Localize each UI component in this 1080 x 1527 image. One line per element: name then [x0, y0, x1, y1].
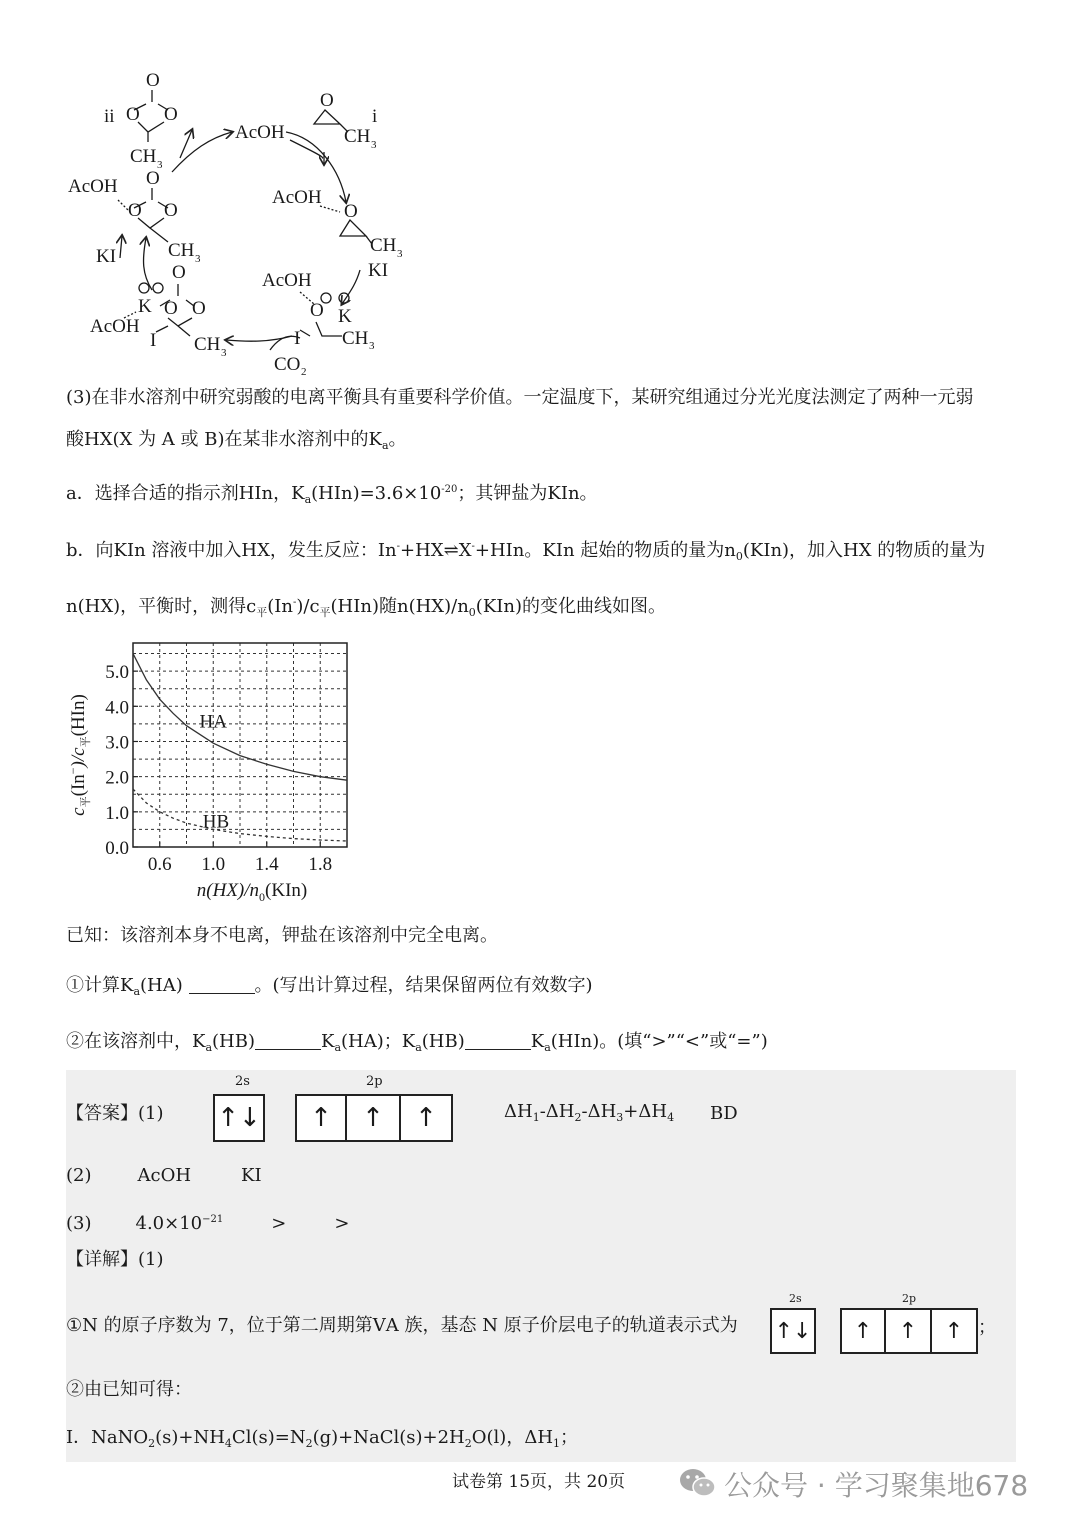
- answer-label: 【答案】(1): [66, 1103, 164, 1124]
- orbital-cell: ↑: [886, 1308, 932, 1354]
- part3-item-b-cont: n(HX)，平衡时，测得$c_平(In^-)/c_平(HIn)$随$n(HX)/n_0(KIn)$的变化曲线如图。: [66, 596, 666, 619]
- svg-text:AcOH: AcOH: [90, 316, 140, 337]
- svg-text:O: O: [164, 104, 178, 125]
- orbital-cell: ↑↓: [770, 1308, 816, 1354]
- orbital-2s-label: 2s: [789, 1292, 802, 1305]
- orbital-2p-label: 2p: [366, 1074, 383, 1089]
- svg-text:O: O: [128, 200, 142, 221]
- wechat-icon: [678, 1466, 718, 1504]
- orbital-2p: [295, 1094, 453, 1142]
- x-tick-label: 1.0: [201, 854, 226, 875]
- explain-para-1: ①N 的原子序数为 7，位于第二周期第ⅤA 族，基态 N 原子价层电子的轨道表示式为: [66, 1315, 738, 1336]
- svg-text:I: I: [294, 328, 301, 349]
- y-tick-label: 1.0: [105, 802, 129, 824]
- svg-text:O: O: [164, 298, 178, 319]
- svg-text:CH: CH: [130, 146, 157, 167]
- orbital-cell: ↑↓: [213, 1094, 265, 1142]
- page-number: 试卷第 15页，共 20页: [452, 1472, 626, 1492]
- question-2: ②在该溶剂中，$K_a(HB)$ $K_a(HA)$；$K_a(HB)$ $K_a(HIn)$。(填“>”“<”或“=”): [66, 1031, 768, 1054]
- answer-blank-1[interactable]: [189, 975, 255, 994]
- svg-text:O: O: [192, 298, 206, 319]
- svg-text:2: 2: [301, 366, 307, 378]
- y-tick-label: 0.0: [105, 838, 129, 859]
- orbital-cell: ↑: [295, 1094, 347, 1142]
- x-tick-label: 1.4: [254, 854, 279, 875]
- svg-text:O: O: [344, 201, 358, 222]
- orbital-cell: ↑: [840, 1308, 886, 1354]
- svg-text:O: O: [164, 200, 178, 221]
- svg-text:O: O: [146, 70, 160, 91]
- series-label-ha: HA: [199, 711, 227, 733]
- x-tick-label: 1.8: [308, 854, 333, 875]
- svg-text:CH: CH: [168, 240, 195, 261]
- svg-text:O: O: [172, 262, 186, 283]
- watermark-text: 公众号 · 学习聚集地678: [724, 1469, 1029, 1502]
- explain-para-1-end: ；: [978, 1317, 996, 1338]
- svg-text:AcOH: AcOH: [272, 187, 322, 208]
- orbital-cell: ↑: [347, 1094, 401, 1142]
- orbital-2p-label: 2p: [902, 1292, 917, 1305]
- svg-text:O: O: [320, 90, 334, 111]
- svg-text:CH: CH: [342, 328, 369, 349]
- x-axis-label: $n(HX)/n_0(KIn)$: [196, 880, 308, 904]
- orbital-2s-explain: [770, 1308, 816, 1354]
- svg-text:3: 3: [371, 139, 377, 151]
- answer-line-2: (2) AcOH KI: [66, 1165, 262, 1186]
- explain-label: 【详解】(1): [66, 1249, 164, 1270]
- orbital-cell: ↑: [401, 1094, 453, 1142]
- part3-item-a: a．选择合适的指示剂HIn，$K_a(HIn)=3.6\times 10^{-20}$；其钾盐为KIn。: [66, 483, 598, 506]
- question-1: ①计算$K_a(HA)$ 。(写出计算过程，结果保留两位有效数字): [66, 975, 593, 998]
- label-i: i: [372, 106, 378, 127]
- svg-text:O: O: [146, 168, 160, 189]
- series-label-hb: HB: [202, 811, 230, 833]
- reaction-cycle-scheme: [60, 60, 440, 380]
- orbital-cell: ↑: [932, 1308, 978, 1354]
- answer-blank-2[interactable]: [255, 1031, 321, 1050]
- y-tick-label: 3.0: [105, 732, 129, 754]
- svg-text:CH: CH: [344, 126, 371, 147]
- svg-text:KI: KI: [368, 260, 389, 281]
- enthalpy-expression: $\Delta H_1-\Delta H_2-\Delta H_3+\Delta H_4$: [504, 1101, 675, 1124]
- svg-text:CH: CH: [370, 235, 397, 256]
- orbital-2s: [213, 1094, 265, 1142]
- svg-text:CH: CH: [194, 334, 221, 355]
- explain-para-2: ②由已知可得：: [66, 1379, 192, 1400]
- y-axis-label: $c_平(In^-)/c_平(HIn)$: [66, 694, 92, 816]
- answer-bd: BD: [710, 1103, 738, 1124]
- part3-item-b: b．向KIn 溶液中加入HX，发生反应：In-+HX⇌X-+HIn。KIn 起始的物质的量为$n_0(KIn)$，加入HX 的物质的量为: [66, 540, 986, 563]
- answer-line-3: (3) $4.0\times 10^{-21}$ > >: [66, 1213, 350, 1234]
- y-tick-label: 5.0: [105, 662, 129, 684]
- label-ii: ii: [104, 106, 115, 127]
- y-tick-label: 4.0: [105, 697, 129, 719]
- svg-text:CO: CO: [274, 354, 301, 375]
- svg-text:3: 3: [369, 340, 375, 352]
- part3-intro-line1: (3)在非水溶剂中研究弱酸的电离平衡具有重要科学价值。一定温度下，某研究组通过分光光度法测定了两种一元弱: [66, 387, 974, 408]
- svg-text:AcOH: AcOH: [68, 176, 118, 197]
- svg-text:3: 3: [397, 248, 403, 260]
- explain-equation-1: Ⅰ．$NaNO_2(s)+NH_4Cl(s)=N_2(g)+NaCl(s)+2H_2O(l)$，$\Delta H_1$；: [66, 1427, 579, 1450]
- svg-text:K: K: [138, 296, 152, 317]
- known-statement: 已知：该溶剂本身不电离，钾盐在该溶剂中完全电离。: [66, 925, 498, 946]
- orbital-2p-explain: [840, 1308, 978, 1354]
- svg-text:AcOH: AcOH: [262, 270, 312, 291]
- svg-text:3: 3: [195, 253, 201, 265]
- svg-text:KI: KI: [96, 246, 117, 267]
- svg-text:AcOH: AcOH: [235, 122, 285, 143]
- answer-blank-3[interactable]: [465, 1031, 531, 1050]
- svg-text:K: K: [338, 306, 352, 327]
- svg-text:I: I: [150, 330, 157, 351]
- svg-text:3: 3: [221, 347, 227, 359]
- svg-text:O: O: [310, 300, 324, 321]
- svg-text:O: O: [126, 104, 140, 125]
- svg-text:3: 3: [157, 159, 163, 171]
- y-tick-label: 2.0: [105, 767, 129, 789]
- series-line-hb: [133, 789, 347, 841]
- part3-intro-line2: 酸HX(X 为 A 或 B)在某非水溶剂中的$K_a$。: [66, 429, 407, 452]
- x-tick-label: 0.6: [147, 854, 172, 875]
- titration-ratio-chart: [60, 630, 370, 910]
- orbital-2s-label: 2s: [235, 1074, 250, 1089]
